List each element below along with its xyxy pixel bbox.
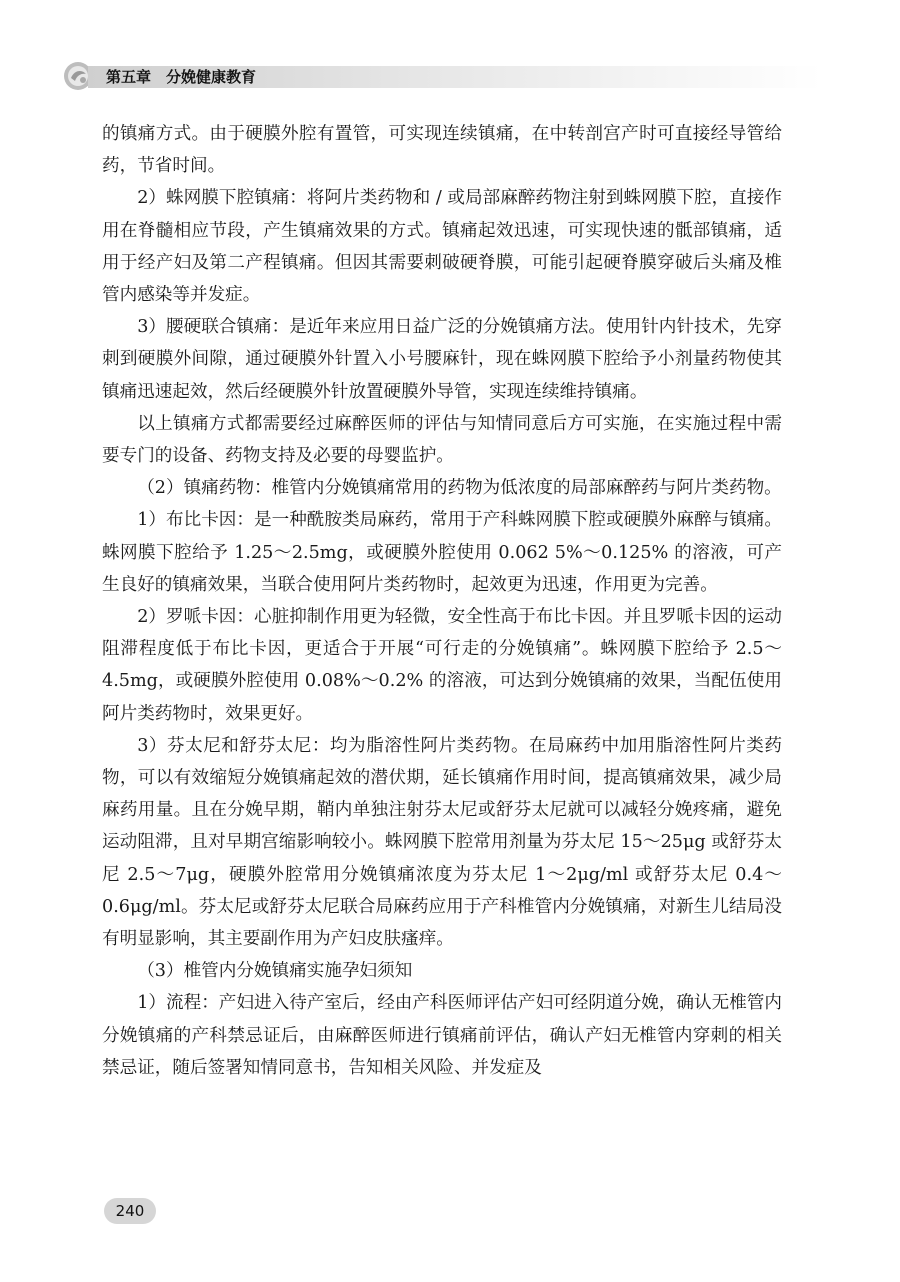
paragraph: （2）镇痛药物：椎管内分娩镇痛常用的药物为低浓度的局部麻醉药与阿片类药物。 [137, 478, 782, 499]
page-number: 240 [104, 1198, 156, 1224]
paragraph: 1）流程：产妇进入待产室后，经由产科医师评估产妇可经阴道分娩，确认无椎管内分娩镇痛的产科禁忌证后，由麻醉医师进行镇痛前评估，确认产妇无椎管内穿刺的相关禁忌证，随后签署知情同意书，告知相关风险、并发症及 [102, 993, 782, 1078]
paragraph: 3）腰硬联合镇痛：是近年来应用日益广泛的分娩镇痛方法。使用针内针技术，先穿刺到硬膜外间隙，通过硬膜外针置入小号腰麻针，现在蛛网膜下腔给予小剂量药物使其镇痛迅速起效，然后经硬膜外针放置硬膜外导管，实现连续维持镇痛。 [102, 317, 782, 402]
running-header [62, 60, 822, 92]
chapter-title: 分娩健康教育 [166, 68, 257, 86]
paragraph: 2）罗哌卡因：心脏抑制作用更为轻微，安全性高于布比卡因。并且罗哌卡因的运动阻滞程度低于布比卡因，更适合于开展“可行走的分娩镇痛”。蛛网膜下腔给予 2.5～4.5mg，或硬膜外腔使用 0.08%～0.2% 的溶液，可达到分娩镇痛的效果，当配伍使用阿片类药物时，效果更好。 [102, 607, 782, 724]
paragraph: 以上镇痛方式都需要经过麻醉医师的评估与知情同意后方可实施，在实施过程中需要专门的设备、药物支持及必要的母婴监护。 [102, 413, 782, 467]
body-text [102, 118, 782, 1084]
paragraph: 1）布比卡因：是一种酰胺类局麻药，常用于产科蛛网膜下腔或硬膜外麻醉与镇痛。蛛网膜下腔给予 1.25～2.5mg，或硬膜外腔使用 0.062 5%～0.125% 的溶液，可产生良好的镇痛效果，当联合使用阿片类药物时，起效更为迅速，作用更为完善。 [102, 510, 782, 595]
paragraph: （3）椎管内分娩镇痛实施孕妇须知 [137, 961, 413, 982]
paragraph: 2）蛛网膜下腔镇痛：将阿片类药物和 / 或局部麻醉药物注射到蛛网膜下腔，直接作用在脊髓相应节段，产生镇痛效果的方式。镇痛起效迅速，可实现快速的骶部镇痛，适用于经产妇及第二产程镇痛。但因其需要刺破硬脊膜，可能引起硬脊膜穿破后头痛及椎管内感染等并发症。 [102, 188, 782, 306]
paragraph: 的镇痛方式。由于硬膜外腔有置管，可实现连续镇痛，在中转剖宫产时可直接经导管给药，节省时间。 [102, 124, 782, 177]
chapter-number: 第五章 [106, 68, 152, 86]
paragraph: 3）芬太尼和舒芬太尼：均为脂溶性阿片类药物。在局麻药中加用脂溶性阿片类药物，可以有效缩短分娩镇痛起效的潜伏期，延长镇痛作用时间，提高镇痛效果，减少局麻药用量。且在分娩早期，鞘内单独注射芬太尼或舒芬太尼就可以减轻分娩疼痛，避免运动阻滞，且对早期宫缩影响较小。蛛网膜下腔常用剂量为芬太尼 15～25μg 或舒芬太尼 2.5～7μg，硬膜外腔常用分娩镇痛浓度为芬太尼 1～2μg/ml 或舒芬太尼 0.4～0.6μg/ml。芬太尼或舒芬太尼联合局麻药应用于产科椎管内分娩镇痛，对新生儿结局没有明显影响，其主要副作用为产妇皮肤瘙痒。 [102, 735, 782, 950]
header-text [106, 66, 256, 88]
